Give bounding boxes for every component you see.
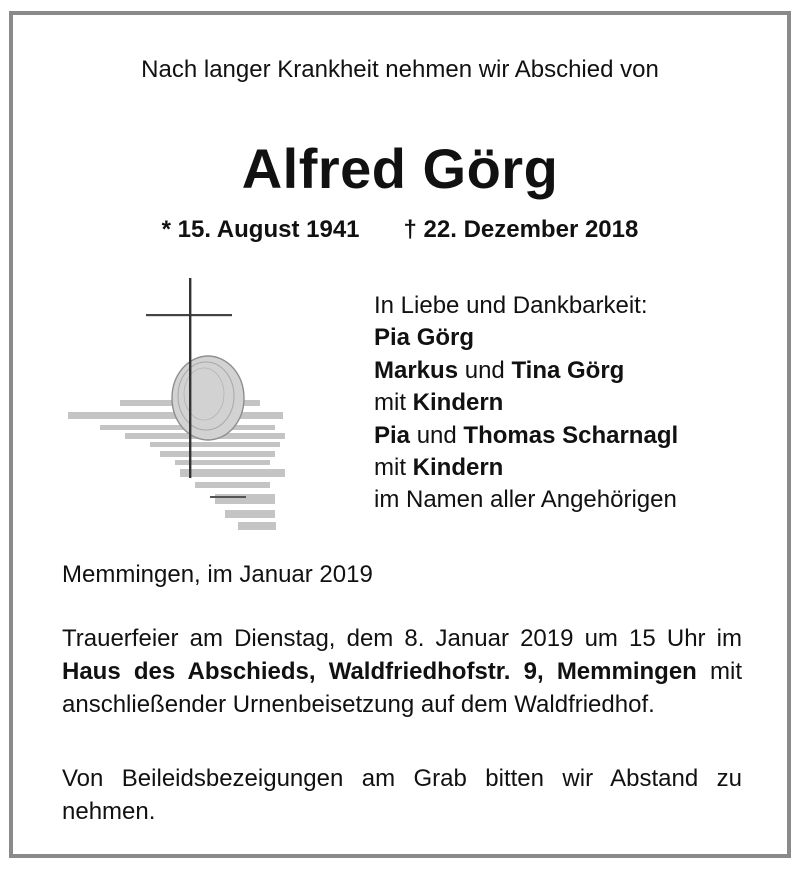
life-dates [0,216,800,244]
funeral-location: Haus des Abschieds, Waldfriedhofstr. 9, Memmingen [62,658,697,685]
conjunction: und [410,421,464,449]
mourner-name: Kindern [412,454,504,482]
mourner-line [374,420,678,452]
mourner-name: Thomas Scharnagl [463,421,679,449]
funeral-text: mit anschließender Urnenbeisetzung auf dem Waldfriedhof. [62,658,743,718]
deceased-name: Alfred Görg [241,137,559,200]
place-and-date: Memmingen, im Januar 2019 [62,561,373,588]
mourner-name: Markus [374,356,459,384]
mourner-line [374,387,678,419]
intro-text: Nach langer Krankheit nehmen wir Abschied von [141,56,659,83]
mourner-name: Pia Görg [374,324,475,352]
condolence-note: Von Beileidsbezeigungen am Grab bitten wir Abstand zu nehmen. [62,765,742,825]
mourner-name: Pia [374,421,411,449]
funeral-text: Trauerfeier am Dienstag, dem 8. Januar 2019 um 15 Uhr im [62,625,742,652]
death-date: † 22. Dezember 2018 [403,216,639,243]
birth-date: * 15. August 1941 [161,216,360,243]
mourners-list [374,290,678,517]
mourner-line [374,452,678,484]
mourner-line [374,355,678,387]
funeral-info [62,622,742,721]
preposition: mit [374,454,413,482]
preposition: mit [374,389,413,417]
mourner-name: Tina Görg [511,356,625,384]
mourners-heading: In Liebe und Dankbarkeit: [374,292,648,319]
mourner-name: Kindern [412,389,504,417]
mourner-line [374,322,678,354]
mourners-closing: im Namen aller Angehörigen [374,486,677,514]
conjunction: und [458,356,512,384]
cross-with-sun-and-water-icon [60,270,300,540]
